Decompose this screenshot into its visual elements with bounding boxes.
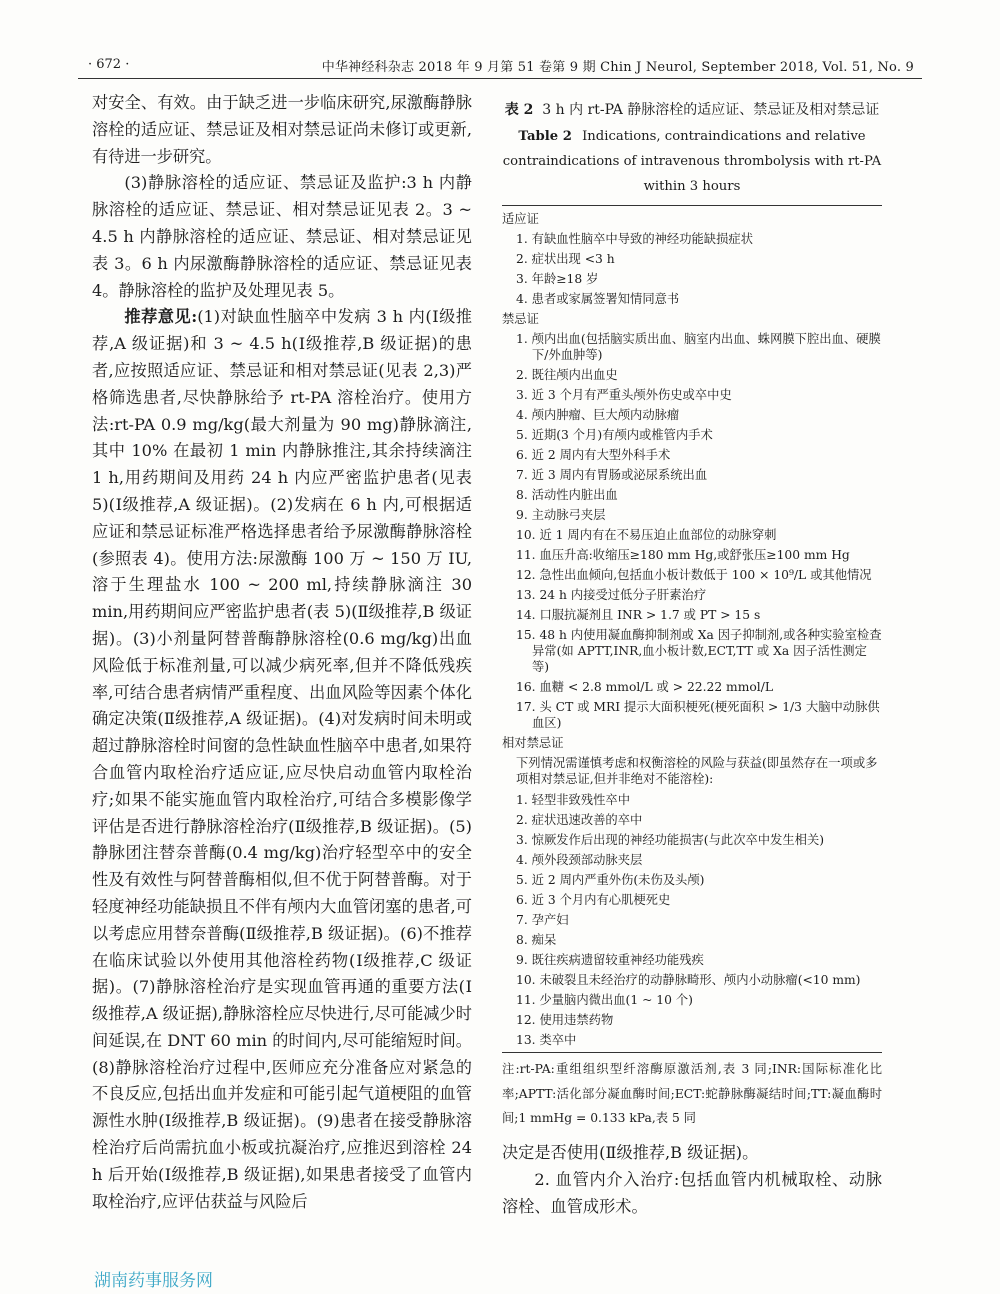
section-heading-indications: 适应证	[502, 212, 539, 226]
table-item: 9. 主动脉弓夹层	[516, 508, 606, 522]
table-label-zh: 表 2	[504, 102, 534, 118]
body-paragraph: 2. 血管内介入治疗:包括血管内机械取栓、动脉溶栓、血管成形术。	[502, 1169, 882, 1216]
table-item: 14. 口服抗凝剂且 INR > 1.7 或 PT > 15 s	[516, 608, 761, 622]
table-item: 12. 急性出血倾向,包括血小板计数低于 100 × 10⁹/L 或其他情况	[516, 568, 872, 582]
table-item: 4. 颅外段颈部动脉夹层	[516, 853, 643, 867]
table-caption-zh	[502, 98, 882, 122]
table-item: 7. 近 3 周内有胃肠或泌尿系统出血	[516, 468, 708, 482]
table-item: 12. 使用违禁药物	[516, 1013, 614, 1027]
table-item: 6. 近 2 周内有大型外科手术	[516, 448, 671, 462]
table-item: 17. 头 CT 或 MRI 提示大面积梗死(梗死面积 > 1/3 大脑中动脉供血区)	[516, 700, 880, 730]
table-item: 4. 患者或家属签署知情同意书	[516, 292, 680, 306]
table-item: 11. 血压升高:收缩压≥180 mm Hg,或舒张压≥100 mm Hg	[516, 548, 850, 562]
table-footnote: 注:rt-PA:重组组织型纤溶酶原激活剂,表 3 同;INR:国际标准化比率;APTT:活化部分凝血酶时间;ECT:蛇静脉酶凝结时间;TT:凝血酶时间;1 mmHg = 0.133 kPa,表 5 同	[502, 1062, 882, 1125]
table-item: 8. 痴呆	[516, 933, 557, 947]
header-rule	[78, 78, 922, 79]
table-item: 13. 类卒中	[516, 1033, 577, 1047]
section-heading-contraindications: 禁忌证	[502, 312, 539, 326]
section-heading-relative: 相对禁忌证	[502, 736, 564, 750]
table-item: 11. 少量脑内微出血(1 ~ 10 个)	[516, 993, 693, 1007]
body-paragraph: 对安全、有效。由于缺乏进一步临床研究,尿激酶静脉溶栓的适应证、禁忌证及相对禁忌证尚未修订或更新,有待进一步研究。	[92, 93, 472, 166]
recommendation-lead: 推荐意见:	[124, 307, 198, 327]
table-item: 3. 年龄≥18 岁	[516, 272, 599, 286]
watermark: 湖南药事服务网	[94, 1271, 213, 1291]
table-item: 5. 近期(3 个月)有颅内或椎管内手术	[516, 428, 713, 442]
table-title-zh: 3 h 内 rt-PA 静脉溶栓的适应证、禁忌证及相对禁忌证	[542, 102, 880, 118]
recommendation-paragraph	[92, 304, 472, 1215]
table-item: 8. 活动性内脏出血	[516, 488, 618, 502]
table-item: 1. 颅内出血(包括脑实质出血、脑室内出血、蛛网膜下腔出血、硬膜下/外血肿等)	[516, 332, 881, 362]
table-item: 13. 24 h 内接受过低分子肝素治疗	[516, 588, 707, 602]
table-item: 6. 近 3 个月内有心肌梗死史	[516, 893, 671, 907]
body-paragraph: (3)静脉溶栓的适应证、禁忌证及监护:3 h 内静脉溶栓的适应证、禁忌证、相对禁忌证见表 2。3 ~ 4.5 h 内静脉溶栓的适应证、禁忌证、相对禁忌证见表 3。6 h 内尿激酶静脉溶栓的适应证、禁忌证见表 4。静脉溶栓的监护及处理见表 5。	[92, 173, 472, 300]
table-item: 3. 惊厥发作后出现的神经功能损害(与此次卒中发生相关)	[516, 833, 825, 847]
table-item: 7. 孕产妇	[516, 913, 569, 927]
table-item: 4. 颅内肿瘤、巨大颅内动脉瘤	[516, 408, 680, 422]
table-item: 1. 轻型非致残性卒中	[516, 793, 631, 807]
recommendation-text: (1)对缺血性脑卒中发病 3 h 内(Ⅰ级推荐,A 级证据)和 3 ~ 4.5 h(Ⅰ级推荐,B 级证据)的患者,应按照适应证、禁忌证和相对禁忌证(见表 2,3)严格筛选患者,尽快静脉给予 rt-PA 溶栓治疗。使用方法:rt-PA 0.9 mg/kg(最大剂量为 90 mg)静脉滴注,其中 10% 在最初 1 min 内静脉推注,其余持续滴注 1 h,用药期间及用药 24 h 内应严密监护患者(见表 5)(Ⅰ级推荐,A 级证据)。(2)发病在 6 h 内,可根据适应证和禁忌证标准严格选择患者给予尿激酶静脉溶栓(参照表 4)。使用方法:尿激酶 100 万 ~ 150 万 IU,溶于生理盐水 100 ~ 200 ml,持续静脉滴注 30 min,用药期间应严密监护患者(表 5)(Ⅱ级推荐,B 级证据)。(3)小剂量阿替普酶静脉溶栓(0.6 mg/kg)出血风险低于标准剂量,可以减少病死率,但并不降低残疾率,可结合患者病情严重程度、出血风险等因素个体化确定决策(Ⅱ级推荐,A 级证据)。(4)对发病时间未明或超过静脉溶栓时间窗的急性缺血性脑卒中患者,如果符合血管内取栓治疗适应证,应尽快启动血管内取栓治疗;如果不能实施血管内取栓治疗,可结合多模影像学评估是否进行静脉溶栓治疗(Ⅱ级推荐,B 级证据)。(5)静脉团注替奈普酶(0.4 mg/kg)治疗轻型卒中的安全性及有效性与阿替普酶相似,但不优于阿替普酶。对于轻度神经功能缺损且不伴有颅内大血管闭塞的患者,可以考虑应用替奈普酶(Ⅱ级推荐,B 级证据)。(6)不推荐在临床试验以外使用其他溶栓药物(Ⅰ级推荐,C 级证据)。(7)静脉溶栓治疗是实现血管再通的重要方法(Ⅰ级推荐,A 级证据),静脉溶栓应尽快进行,尽可能减少时间延误,在 DNT 60 min 的时间内,尽可能缩短时间。(8)静脉溶栓治疗过程中,医师应充分准备应对紧急的不良反应,包括出血并发症和可能引起气道梗阻的血管源性水肿(Ⅰ级推荐,B 级证据)。(9)患者在接受静脉溶栓治疗后尚需抗血小板或抗凝治疗,应推迟到溶栓 24 h 后开始(Ⅰ级推荐,B 级证据),如果患者接受了血管内取栓治疗,应评估获益与风险后	[92, 307, 472, 1211]
right-column	[502, 90, 882, 1220]
table-body	[502, 206, 882, 1050]
table-item: 16. 血糖 < 2.8 mmol/L 或 > 22.22 mmol/L	[516, 680, 774, 694]
left-column	[92, 90, 472, 1215]
table-item: 2. 既往颅内出血史	[516, 368, 618, 382]
body-paragraph: 决定是否使用(Ⅱ级推荐,B 级证据)。	[502, 1142, 759, 1162]
table-item: 1. 有缺血性脑卒中导致的神经功能缺损症状	[516, 232, 753, 246]
table-item: 5. 近 2 周内严重外伤(未伤及头颅)	[516, 873, 705, 887]
page-number: · 672 ·	[88, 57, 130, 72]
table-item: 10. 未破裂且未经治疗的动静脉畸形、颅内小动脉瘤(<10 mm)	[516, 973, 861, 987]
table-item: 9. 既往疾病遗留较重神经功能残疾	[516, 953, 704, 967]
table-item: 3. 近 3 个月有严重头颅外伤史或卒中史	[516, 388, 732, 402]
table-bottom-rule	[502, 1052, 882, 1053]
journal-header: 中华神经科杂志 2018 年 9 月第 51 卷第 9 期 Chin J Neurol, September 2018, Vol. 51, No. 9	[321, 60, 914, 75]
table-item: 15. 48 h 内使用凝血酶抑制剂或 Xa 因子抑制剂,或各种实验室检查异常(如 APTT,INR,血小板计数,ECT,TT 或 Xa 因子活性测定等)	[516, 628, 882, 674]
table-label-en: Table 2	[518, 129, 572, 144]
table-item: 10. 近 1 周内有在不易压迫止血部位的动脉穿刺	[516, 528, 777, 542]
table-caption-en	[502, 124, 882, 199]
table-item: 2. 症状迅速改善的卒中	[516, 813, 643, 827]
table-title-en: Indications, contraindications and relative contraindications of intravenous thrombolysis with rt-PA within 3 hours	[502, 129, 882, 194]
relative-note: 下列情况需谨慎考虑和权衡溶栓的风险与获益(即虽然存在一项或多项相对禁忌证,但并非绝对不能溶栓):	[516, 756, 878, 786]
table-item: 2. 症状出现 <3 h	[516, 252, 615, 266]
